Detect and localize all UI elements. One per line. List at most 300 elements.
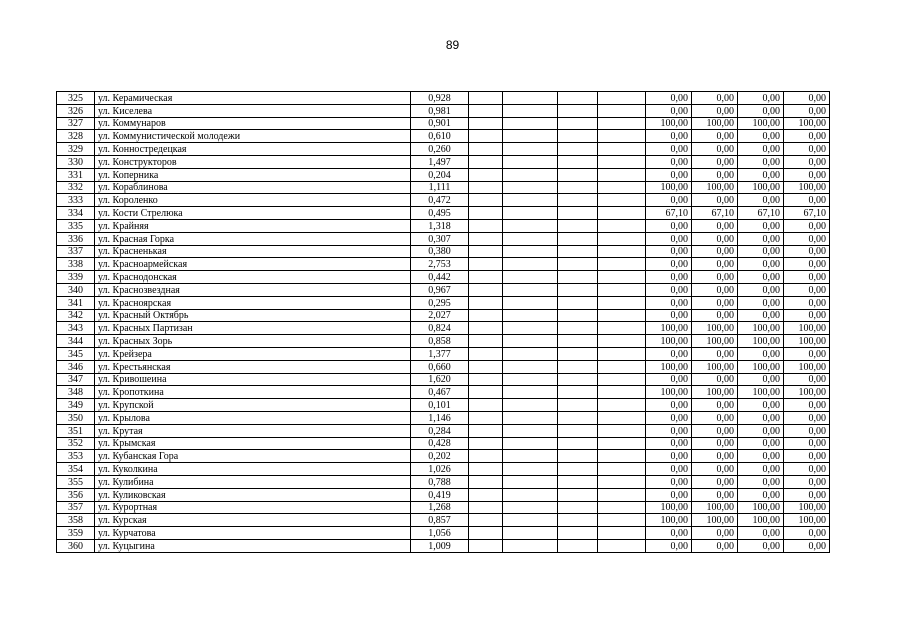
empty-cell bbox=[469, 514, 503, 527]
empty-cell bbox=[469, 245, 503, 258]
street-name-cell: ул. Кубанская Гора bbox=[95, 450, 411, 463]
length-cell: 1,056 bbox=[411, 527, 469, 540]
table-row bbox=[57, 386, 830, 399]
street-name-cell: ул. Кропоткина bbox=[95, 386, 411, 399]
percent-cell: 100,00 bbox=[692, 181, 738, 194]
percent-cell: 0,00 bbox=[738, 373, 784, 386]
street-name-cell: ул. Крупской bbox=[95, 399, 411, 412]
percent-cell: 0,00 bbox=[646, 271, 692, 284]
empty-cell bbox=[558, 322, 598, 335]
percent-cell: 100,00 bbox=[738, 501, 784, 514]
empty-cell bbox=[598, 117, 646, 130]
empty-cell bbox=[558, 437, 598, 450]
table-row bbox=[57, 296, 830, 309]
table-row bbox=[57, 181, 830, 194]
percent-cell: 0,00 bbox=[646, 283, 692, 296]
table-body bbox=[57, 92, 830, 553]
table-row bbox=[57, 258, 830, 271]
percent-cell: 100,00 bbox=[784, 514, 830, 527]
row-number-cell: 348 bbox=[57, 386, 95, 399]
percent-cell: 100,00 bbox=[784, 335, 830, 348]
length-cell: 0,202 bbox=[411, 450, 469, 463]
empty-cell bbox=[503, 245, 558, 258]
street-name-cell: ул. Курская bbox=[95, 514, 411, 527]
street-name-cell: ул. Красный Октябрь bbox=[95, 309, 411, 322]
length-cell: 0,284 bbox=[411, 424, 469, 437]
empty-cell bbox=[469, 539, 503, 552]
empty-cell bbox=[503, 92, 558, 105]
row-number-cell: 351 bbox=[57, 424, 95, 437]
percent-cell: 0,00 bbox=[738, 539, 784, 552]
row-number-cell: 329 bbox=[57, 143, 95, 156]
empty-cell bbox=[598, 399, 646, 412]
empty-cell bbox=[469, 271, 503, 284]
table-row bbox=[57, 373, 830, 386]
empty-cell bbox=[598, 194, 646, 207]
percent-cell: 100,00 bbox=[784, 360, 830, 373]
length-cell: 0,967 bbox=[411, 283, 469, 296]
empty-cell bbox=[469, 283, 503, 296]
empty-cell bbox=[558, 232, 598, 245]
length-cell: 1,009 bbox=[411, 539, 469, 552]
empty-cell bbox=[598, 130, 646, 143]
street-name-cell: ул. Куколкина bbox=[95, 463, 411, 476]
percent-cell: 0,00 bbox=[692, 194, 738, 207]
length-cell: 1,111 bbox=[411, 181, 469, 194]
percent-cell: 0,00 bbox=[692, 130, 738, 143]
empty-cell bbox=[469, 411, 503, 424]
percent-cell: 0,00 bbox=[784, 347, 830, 360]
street-name-cell: ул. Курортная bbox=[95, 501, 411, 514]
empty-cell bbox=[469, 92, 503, 105]
length-cell: 2,753 bbox=[411, 258, 469, 271]
percent-cell: 0,00 bbox=[646, 411, 692, 424]
empty-cell bbox=[558, 283, 598, 296]
percent-cell: 0,00 bbox=[692, 539, 738, 552]
street-name-cell: ул. Киселева bbox=[95, 104, 411, 117]
empty-cell bbox=[558, 92, 598, 105]
length-cell: 0,428 bbox=[411, 437, 469, 450]
row-number-cell: 337 bbox=[57, 245, 95, 258]
percent-cell: 0,00 bbox=[646, 475, 692, 488]
empty-cell bbox=[469, 360, 503, 373]
percent-cell: 0,00 bbox=[738, 245, 784, 258]
empty-cell bbox=[469, 143, 503, 156]
empty-cell bbox=[469, 424, 503, 437]
empty-cell bbox=[469, 258, 503, 271]
empty-cell bbox=[503, 399, 558, 412]
empty-cell bbox=[503, 168, 558, 181]
percent-cell: 100,00 bbox=[784, 322, 830, 335]
empty-cell bbox=[558, 488, 598, 501]
street-name-cell: ул. Красненькая bbox=[95, 245, 411, 258]
percent-cell: 0,00 bbox=[646, 488, 692, 501]
percent-cell: 0,00 bbox=[738, 283, 784, 296]
empty-cell bbox=[469, 296, 503, 309]
empty-cell bbox=[503, 117, 558, 130]
percent-cell: 0,00 bbox=[738, 271, 784, 284]
length-cell: 1,026 bbox=[411, 463, 469, 476]
percent-cell: 0,00 bbox=[784, 258, 830, 271]
empty-cell bbox=[558, 143, 598, 156]
percent-cell: 100,00 bbox=[738, 335, 784, 348]
empty-cell bbox=[469, 207, 503, 220]
percent-cell: 100,00 bbox=[692, 386, 738, 399]
empty-cell bbox=[598, 207, 646, 220]
length-cell: 0,467 bbox=[411, 386, 469, 399]
percent-cell: 0,00 bbox=[692, 296, 738, 309]
percent-cell: 0,00 bbox=[738, 399, 784, 412]
percent-cell: 0,00 bbox=[738, 168, 784, 181]
empty-cell bbox=[558, 373, 598, 386]
percent-cell: 0,00 bbox=[738, 527, 784, 540]
street-name-cell: ул. Куцыгина bbox=[95, 539, 411, 552]
empty-cell bbox=[503, 155, 558, 168]
length-cell: 1,268 bbox=[411, 501, 469, 514]
percent-cell: 0,00 bbox=[646, 463, 692, 476]
empty-cell bbox=[598, 92, 646, 105]
row-number-cell: 335 bbox=[57, 219, 95, 232]
empty-cell bbox=[503, 475, 558, 488]
percent-cell: 100,00 bbox=[646, 181, 692, 194]
empty-cell bbox=[598, 104, 646, 117]
empty-cell bbox=[598, 514, 646, 527]
length-cell: 0,101 bbox=[411, 399, 469, 412]
empty-cell bbox=[558, 104, 598, 117]
table-row bbox=[57, 360, 830, 373]
table-row bbox=[57, 283, 830, 296]
percent-cell: 0,00 bbox=[738, 450, 784, 463]
empty-cell bbox=[598, 527, 646, 540]
percent-cell: 100,00 bbox=[692, 322, 738, 335]
street-data-table bbox=[56, 91, 830, 553]
street-name-cell: ул. Коммунаров bbox=[95, 117, 411, 130]
percent-cell: 0,00 bbox=[646, 347, 692, 360]
percent-cell: 0,00 bbox=[784, 283, 830, 296]
row-number-cell: 330 bbox=[57, 155, 95, 168]
empty-cell bbox=[558, 360, 598, 373]
length-cell: 0,610 bbox=[411, 130, 469, 143]
percent-cell: 0,00 bbox=[784, 92, 830, 105]
table-row bbox=[57, 194, 830, 207]
empty-cell bbox=[503, 347, 558, 360]
table-row bbox=[57, 168, 830, 181]
row-number-cell: 344 bbox=[57, 335, 95, 348]
table-row bbox=[57, 92, 830, 105]
table-row bbox=[57, 488, 830, 501]
percent-cell: 0,00 bbox=[646, 373, 692, 386]
percent-cell: 0,00 bbox=[646, 245, 692, 258]
percent-cell: 0,00 bbox=[646, 424, 692, 437]
length-cell: 0,857 bbox=[411, 514, 469, 527]
length-cell: 1,318 bbox=[411, 219, 469, 232]
percent-cell: 0,00 bbox=[784, 475, 830, 488]
empty-cell bbox=[558, 117, 598, 130]
percent-cell: 0,00 bbox=[738, 437, 784, 450]
percent-cell: 0,00 bbox=[646, 296, 692, 309]
empty-cell bbox=[503, 296, 558, 309]
empty-cell bbox=[558, 207, 598, 220]
length-cell: 0,824 bbox=[411, 322, 469, 335]
row-number-cell: 331 bbox=[57, 168, 95, 181]
table-row bbox=[57, 271, 830, 284]
percent-cell: 0,00 bbox=[784, 424, 830, 437]
empty-cell bbox=[598, 296, 646, 309]
empty-cell bbox=[598, 347, 646, 360]
length-cell: 0,419 bbox=[411, 488, 469, 501]
length-cell: 2,027 bbox=[411, 309, 469, 322]
empty-cell bbox=[558, 450, 598, 463]
percent-cell: 0,00 bbox=[692, 258, 738, 271]
street-name-cell: ул. Краснодонская bbox=[95, 271, 411, 284]
street-name-cell: ул. Красноармейская bbox=[95, 258, 411, 271]
empty-cell bbox=[598, 155, 646, 168]
empty-cell bbox=[503, 335, 558, 348]
row-number-cell: 350 bbox=[57, 411, 95, 424]
empty-cell bbox=[558, 347, 598, 360]
empty-cell bbox=[469, 437, 503, 450]
street-name-cell: ул. Красных Зорь bbox=[95, 335, 411, 348]
empty-cell bbox=[503, 143, 558, 156]
percent-cell: 0,00 bbox=[738, 411, 784, 424]
row-number-cell: 356 bbox=[57, 488, 95, 501]
empty-cell bbox=[598, 488, 646, 501]
percent-cell: 0,00 bbox=[784, 527, 830, 540]
empty-cell bbox=[503, 411, 558, 424]
table-row bbox=[57, 117, 830, 130]
street-name-cell: ул. Крейзера bbox=[95, 347, 411, 360]
street-name-cell: ул. Краснозвездная bbox=[95, 283, 411, 296]
empty-cell bbox=[469, 181, 503, 194]
empty-cell bbox=[558, 245, 598, 258]
row-number-cell: 347 bbox=[57, 373, 95, 386]
empty-cell bbox=[558, 539, 598, 552]
percent-cell: 0,00 bbox=[784, 130, 830, 143]
row-number-cell: 334 bbox=[57, 207, 95, 220]
empty-cell bbox=[598, 143, 646, 156]
percent-cell: 100,00 bbox=[692, 501, 738, 514]
empty-cell bbox=[503, 258, 558, 271]
empty-cell bbox=[469, 104, 503, 117]
empty-cell bbox=[503, 207, 558, 220]
empty-cell bbox=[598, 463, 646, 476]
percent-cell: 67,10 bbox=[738, 207, 784, 220]
percent-cell: 0,00 bbox=[646, 399, 692, 412]
empty-cell bbox=[503, 309, 558, 322]
empty-cell bbox=[469, 527, 503, 540]
street-name-cell: ул. Конностредецкая bbox=[95, 143, 411, 156]
table-row bbox=[57, 143, 830, 156]
empty-cell bbox=[598, 539, 646, 552]
empty-cell bbox=[503, 271, 558, 284]
percent-cell: 100,00 bbox=[692, 117, 738, 130]
empty-cell bbox=[558, 155, 598, 168]
empty-cell bbox=[503, 130, 558, 143]
empty-cell bbox=[469, 488, 503, 501]
percent-cell: 67,10 bbox=[646, 207, 692, 220]
table-row bbox=[57, 475, 830, 488]
percent-cell: 0,00 bbox=[738, 143, 784, 156]
row-number-cell: 353 bbox=[57, 450, 95, 463]
empty-cell bbox=[503, 373, 558, 386]
empty-cell bbox=[598, 411, 646, 424]
empty-cell bbox=[503, 539, 558, 552]
row-number-cell: 343 bbox=[57, 322, 95, 335]
length-cell: 1,377 bbox=[411, 347, 469, 360]
length-cell: 0,788 bbox=[411, 475, 469, 488]
percent-cell: 100,00 bbox=[738, 322, 784, 335]
percent-cell: 0,00 bbox=[692, 104, 738, 117]
percent-cell: 0,00 bbox=[692, 488, 738, 501]
table-row bbox=[57, 104, 830, 117]
row-number-cell: 339 bbox=[57, 271, 95, 284]
empty-cell bbox=[558, 219, 598, 232]
table-row bbox=[57, 437, 830, 450]
empty-cell bbox=[503, 219, 558, 232]
percent-cell: 0,00 bbox=[784, 232, 830, 245]
empty-cell bbox=[469, 232, 503, 245]
percent-cell: 0,00 bbox=[692, 155, 738, 168]
percent-cell: 100,00 bbox=[692, 360, 738, 373]
percent-cell: 0,00 bbox=[784, 271, 830, 284]
percent-cell: 0,00 bbox=[646, 155, 692, 168]
empty-cell bbox=[598, 245, 646, 258]
empty-cell bbox=[598, 501, 646, 514]
table-row bbox=[57, 322, 830, 335]
empty-cell bbox=[503, 283, 558, 296]
table-row bbox=[57, 450, 830, 463]
empty-cell bbox=[598, 181, 646, 194]
row-number-cell: 325 bbox=[57, 92, 95, 105]
percent-cell: 0,00 bbox=[646, 92, 692, 105]
empty-cell bbox=[598, 258, 646, 271]
percent-cell: 0,00 bbox=[646, 232, 692, 245]
street-name-cell: ул. Коперника bbox=[95, 168, 411, 181]
empty-cell bbox=[598, 232, 646, 245]
row-number-cell: 346 bbox=[57, 360, 95, 373]
table-row bbox=[57, 399, 830, 412]
percent-cell: 0,00 bbox=[738, 463, 784, 476]
empty-cell bbox=[558, 463, 598, 476]
street-name-cell: ул. Короленко bbox=[95, 194, 411, 207]
length-cell: 1,620 bbox=[411, 373, 469, 386]
street-name-cell: ул. Курчатова bbox=[95, 527, 411, 540]
empty-cell bbox=[503, 463, 558, 476]
row-number-cell: 352 bbox=[57, 437, 95, 450]
table-row bbox=[57, 411, 830, 424]
row-number-cell: 341 bbox=[57, 296, 95, 309]
length-cell: 1,146 bbox=[411, 411, 469, 424]
percent-cell: 0,00 bbox=[784, 463, 830, 476]
empty-cell bbox=[469, 335, 503, 348]
empty-cell bbox=[503, 322, 558, 335]
percent-cell: 0,00 bbox=[784, 373, 830, 386]
empty-cell bbox=[503, 360, 558, 373]
row-number-cell: 340 bbox=[57, 283, 95, 296]
empty-cell bbox=[503, 501, 558, 514]
percent-cell: 0,00 bbox=[738, 296, 784, 309]
table-row bbox=[57, 335, 830, 348]
percent-cell: 0,00 bbox=[784, 411, 830, 424]
row-number-cell: 345 bbox=[57, 347, 95, 360]
percent-cell: 0,00 bbox=[692, 463, 738, 476]
percent-cell: 100,00 bbox=[738, 514, 784, 527]
row-number-cell: 359 bbox=[57, 527, 95, 540]
percent-cell: 100,00 bbox=[784, 181, 830, 194]
percent-cell: 0,00 bbox=[784, 143, 830, 156]
street-name-cell: ул. Куликовская bbox=[95, 488, 411, 501]
empty-cell bbox=[469, 219, 503, 232]
empty-cell bbox=[503, 194, 558, 207]
length-cell: 0,928 bbox=[411, 92, 469, 105]
percent-cell: 0,00 bbox=[784, 194, 830, 207]
length-cell: 0,380 bbox=[411, 245, 469, 258]
row-number-cell: 333 bbox=[57, 194, 95, 207]
empty-cell bbox=[469, 501, 503, 514]
empty-cell bbox=[503, 386, 558, 399]
percent-cell: 0,00 bbox=[738, 309, 784, 322]
percent-cell: 0,00 bbox=[692, 283, 738, 296]
row-number-cell: 358 bbox=[57, 514, 95, 527]
street-name-cell: ул. Крутая bbox=[95, 424, 411, 437]
row-number-cell: 349 bbox=[57, 399, 95, 412]
empty-cell bbox=[558, 411, 598, 424]
percent-cell: 0,00 bbox=[784, 539, 830, 552]
percent-cell: 0,00 bbox=[692, 232, 738, 245]
length-cell: 0,295 bbox=[411, 296, 469, 309]
street-name-cell: ул. Кораблинова bbox=[95, 181, 411, 194]
percent-cell: 0,00 bbox=[692, 245, 738, 258]
empty-cell bbox=[558, 335, 598, 348]
row-number-cell: 355 bbox=[57, 475, 95, 488]
empty-cell bbox=[469, 475, 503, 488]
percent-cell: 0,00 bbox=[784, 309, 830, 322]
table-row bbox=[57, 309, 830, 322]
empty-cell bbox=[469, 155, 503, 168]
empty-cell bbox=[469, 399, 503, 412]
percent-cell: 0,00 bbox=[646, 219, 692, 232]
empty-cell bbox=[558, 130, 598, 143]
empty-cell bbox=[558, 258, 598, 271]
empty-cell bbox=[469, 309, 503, 322]
percent-cell: 100,00 bbox=[738, 181, 784, 194]
empty-cell bbox=[558, 168, 598, 181]
row-number-cell: 342 bbox=[57, 309, 95, 322]
length-cell: 0,981 bbox=[411, 104, 469, 117]
percent-cell: 100,00 bbox=[646, 322, 692, 335]
street-name-cell: ул. Крестьянская bbox=[95, 360, 411, 373]
percent-cell: 0,00 bbox=[646, 104, 692, 117]
percent-cell: 0,00 bbox=[738, 130, 784, 143]
percent-cell: 0,00 bbox=[738, 347, 784, 360]
percent-cell: 0,00 bbox=[784, 399, 830, 412]
row-number-cell: 328 bbox=[57, 130, 95, 143]
street-name-cell: ул. Красная Горка bbox=[95, 232, 411, 245]
percent-cell: 0,00 bbox=[784, 450, 830, 463]
empty-cell bbox=[469, 168, 503, 181]
percent-cell: 0,00 bbox=[692, 92, 738, 105]
empty-cell bbox=[558, 181, 598, 194]
row-number-cell: 327 bbox=[57, 117, 95, 130]
empty-cell bbox=[598, 283, 646, 296]
percent-cell: 0,00 bbox=[738, 104, 784, 117]
street-name-cell: ул. Крымская bbox=[95, 437, 411, 450]
percent-cell: 0,00 bbox=[692, 475, 738, 488]
percent-cell: 0,00 bbox=[784, 245, 830, 258]
empty-cell bbox=[469, 130, 503, 143]
row-number-cell: 336 bbox=[57, 232, 95, 245]
row-number-cell: 360 bbox=[57, 539, 95, 552]
